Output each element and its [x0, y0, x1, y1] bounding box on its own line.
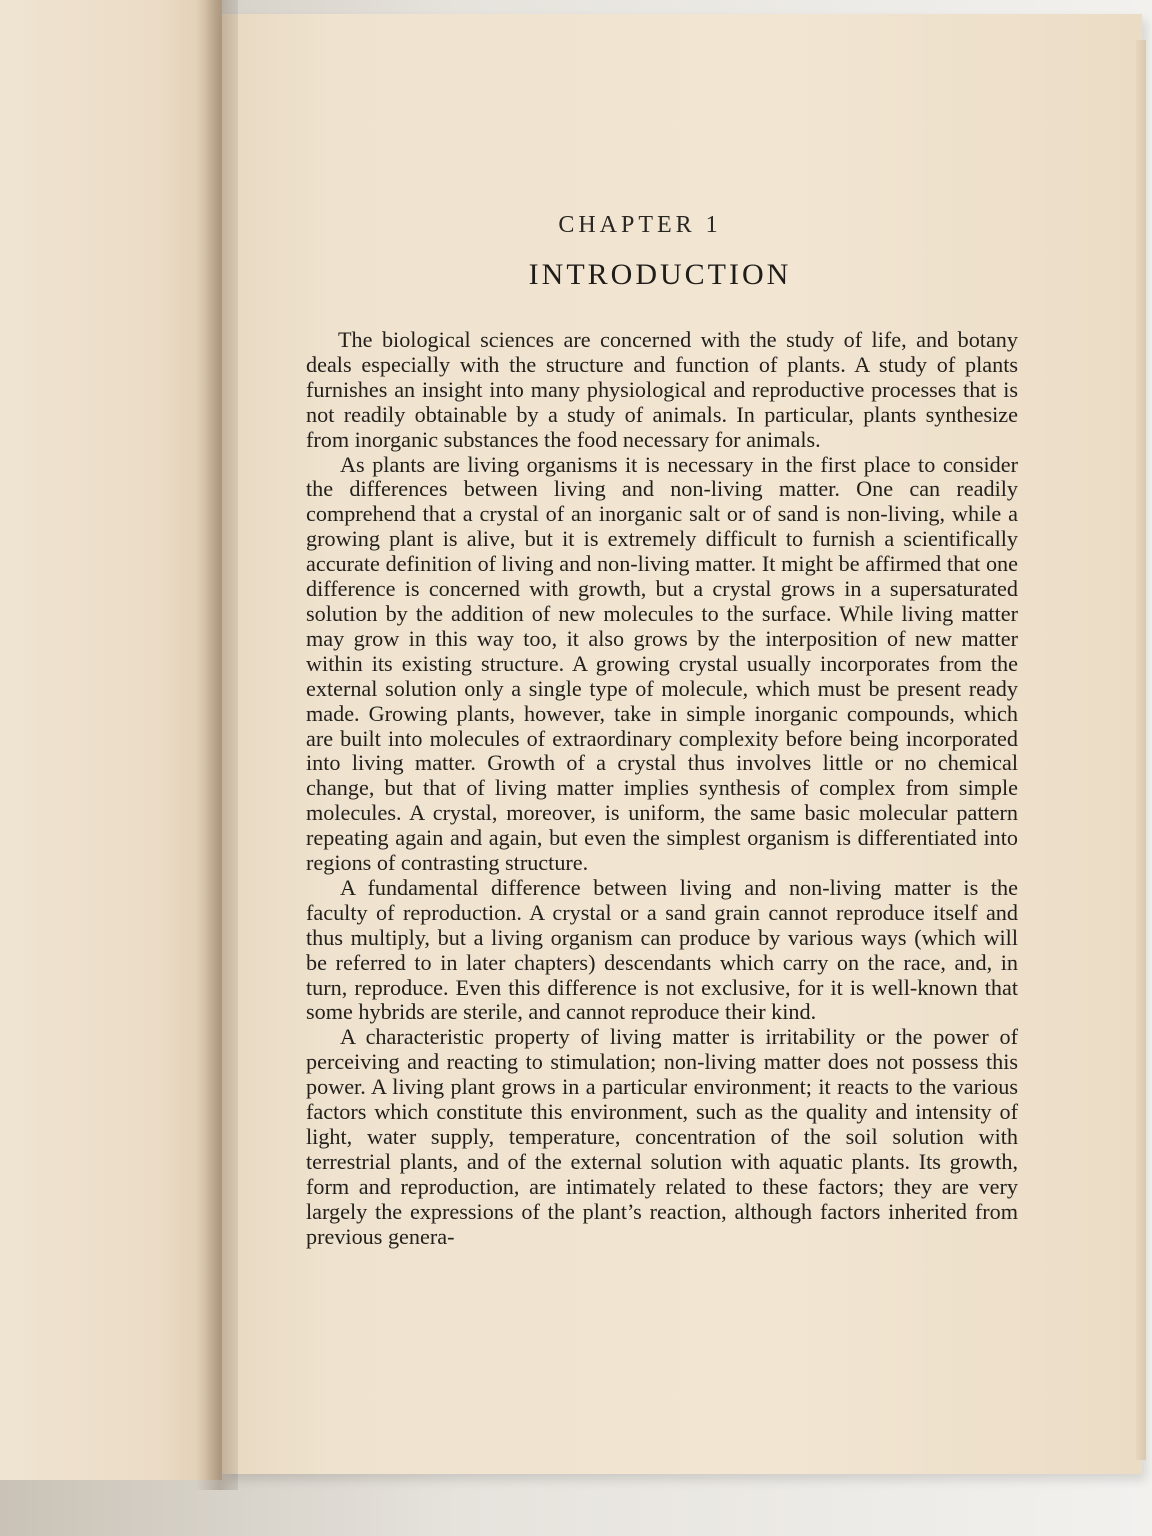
- chapter-body: [306, 328, 1018, 1250]
- left-page: [0, 0, 222, 1480]
- chapter-title: INTRODUCTION: [528, 258, 792, 291]
- paragraph: The biological sciences are concerned with the study of life, and botany deals especially with the structure and function of plants. A study of plants furnishes an insight into many physiological and reproductive processes that is not readily obtainable by a study of animals. In particular, plants synthesize from inorganic substances the food necessary for animals.: [306, 327, 1018, 452]
- page-edge: [1136, 40, 1146, 1460]
- paragraph: A characteristic property of living matter is irritability or the power of perceiving and reacting to stimulation; non-living matter does not possess this power. A living plant grows in a particular environment; it reacts to the various factors which constitute this environment, such as the quality and intensity of light, water supply, temperature, concentration of the soil solution with terrestrial plants, and of the external solution with aquatic plants. Its growth, form and reproduction, are intimately related to these factors; they are very largely the expressions of the plant’s reaction, although factors inherited from previous genera-: [306, 1024, 1018, 1249]
- book-gutter: [196, 0, 238, 1490]
- paragraph: As plants are living organisms it is necessary in the first place to consider the differences between living and non-living matter. One can readily comprehend that a crystal of an inorganic salt or of sand is non-living, while a growing plant is alive, but it is extremely difficult to furnish a scientifically accurate definition of living and non-living matter. It might be affirmed that one difference is concerned with growth, but a crystal grows in a supersaturated solution by the addition of new molecules to the surface. While living matter may grow in this way too, it also grows by the interposition of new matter within its existing structure. A growing crystal usually incorporates from the external solution only a single type of molecule, which must be present ready made. Growing plants, however, take in simple inorganic compounds, which are built into molecules of extraordinary complexity before being incorporated into living matter. Growth of a crystal thus involves little or no chemical change, but that of living matter implies synthesis of complex from simple molecules. A crystal, moreover, is uniform, the same basic molecular pattern repeating again and again, but even the simplest organism is differentiated into regions of contrasting structure.: [306, 451, 1018, 876]
- chapter-number: CHAPTER 1: [558, 212, 722, 238]
- paragraph: A fundamental difference between living and non-living matter is the faculty of reproduction. A crystal or a sand grain cannot reproduce itself and thus multiply, but a living organism can produce by various ways (which will be referred to in later chapters) descendants which carry on the race, and, in turn, reproduce. Even this difference is not exclusive, for it is well-known that some hybrids are sterile, and cannot reproduce their kind.: [306, 874, 1018, 1025]
